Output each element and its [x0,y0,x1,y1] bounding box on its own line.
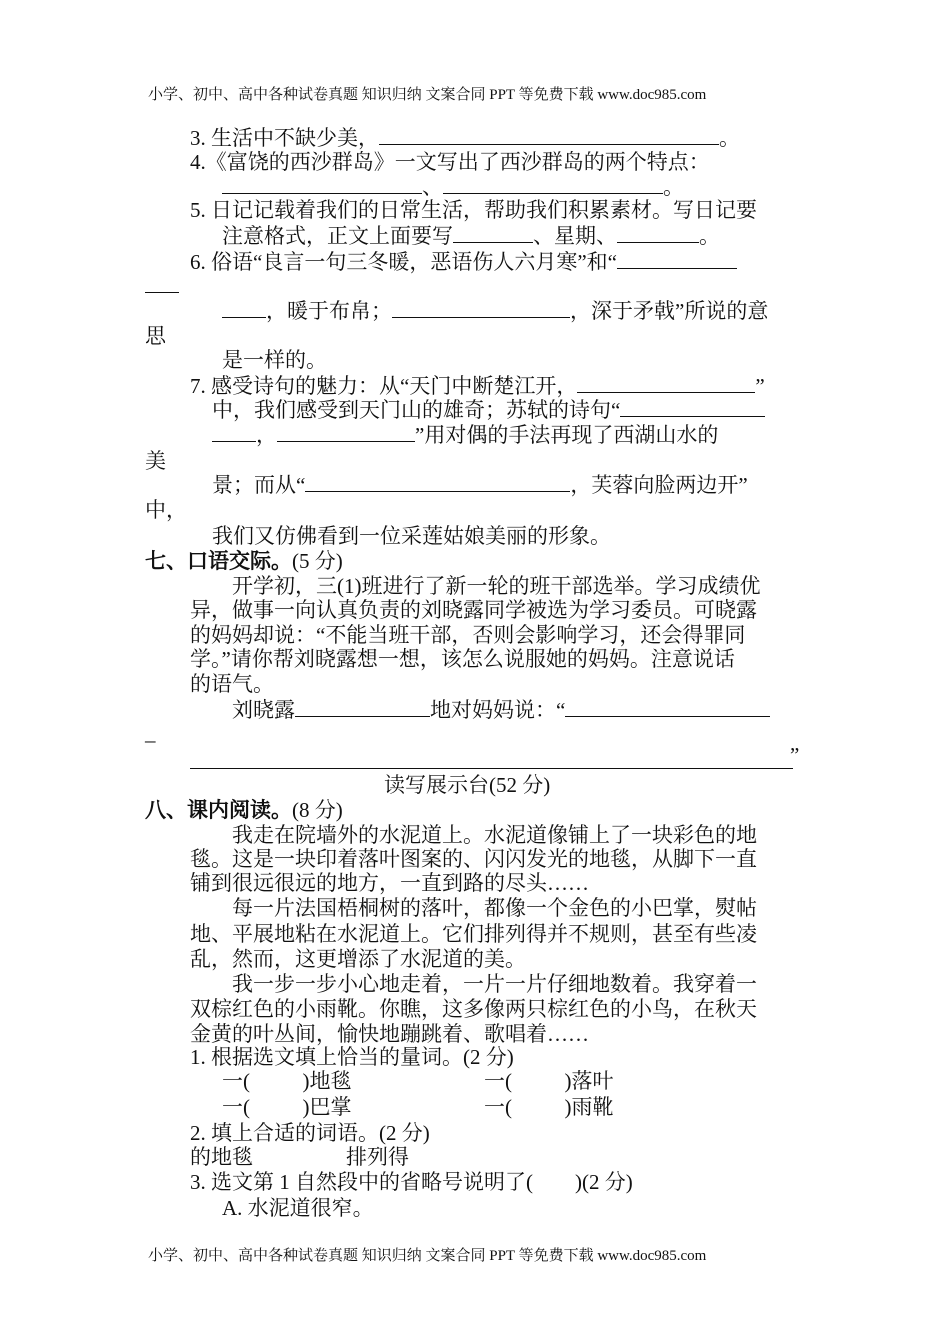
q7-text: ，芙蓉向脸两边开” [570,473,748,497]
measure-word-item: 一( )地毯 [222,1069,352,1093]
question-5-cont [222,224,720,248]
q6-wrap: 思 [145,324,166,348]
paragraph-line: 异，做事一向认真负责的刘晓露同学被选为学习委员。可晓露 [190,598,757,622]
answer-blank[interactable] [295,698,430,717]
q7-wrap: 美 [145,449,166,473]
question-5: 5. 日记记载着我们的日常生活，帮助我们积累素材。写日记要 [190,198,757,222]
answer-blank[interactable] [222,299,266,318]
q7-wrap: 中， [145,498,187,522]
answer-blank[interactable] [617,224,699,243]
answer-blank[interactable] [305,473,570,492]
section-title: 八、课内阅读。 [145,798,292,822]
fill-item: 排列得 [346,1145,409,1169]
section-score: (8 分) [292,798,343,822]
page-footer: 小学、初中、高中各种试卷真题 知识归纳 文案合同 PPT 等免费下载 www.doc985.com [148,1248,707,1264]
answer-line [232,698,770,722]
answer-blank[interactable] [443,175,663,194]
answer-blank-overflow[interactable] [145,280,179,293]
measure-word-item: 一( )雨靴 [484,1095,614,1119]
paragraph-line: 学。”请你帮刘晓露想一想，该怎么说服她的妈妈。注意说话 [190,647,735,671]
answer-blank[interactable] [222,175,422,194]
q7-text: ， [256,423,277,447]
paragraph-line: 每一片法国梧桐树的落叶，都像一个金色的小巴掌，熨帖 [232,896,757,920]
section-title: 七、口语交际。 [145,549,292,573]
paragraph-line: 开学初，三(1)班进行了新一轮的班干部选举。学习成绩优 [232,574,761,598]
q7-text: ” [755,374,765,398]
paragraph-line: 乱，然而，这更增添了水泥道的美。 [190,947,526,971]
question-6-cont [222,299,768,323]
question-1: 1. 根据选文填上恰当的量词。(2 分) [190,1045,514,1069]
paragraph-line: 金黄的叶丛间，愉快地蹦跳着、歌唱着…… [190,1022,589,1046]
question-7-line2 [212,398,765,422]
paragraph-line: 地、平展地粘在水泥道上。它们排列得并不规则，甚至有些凌 [190,922,757,946]
q6-text: ，暖于布帛； [266,299,392,323]
answer-blank[interactable] [620,398,765,417]
answer-blank[interactable] [565,698,770,717]
q4-sep: 、 [422,175,443,199]
fill-item: 的地毯 [190,1145,253,1169]
section-7-title [145,549,343,573]
answer-overflow: – [145,728,156,752]
measure-word-item: 一( )落叶 [484,1069,614,1093]
q7-text: 7. 感受诗句的魅力：从“天门中断楚江开， [190,374,578,398]
q7-end: 我们又仿佛看到一位采莲姑娘美丽的形象。 [212,524,611,548]
answer-blank[interactable] [577,374,755,393]
answer-blank[interactable] [379,126,719,145]
answer-blank[interactable] [453,224,533,243]
q4-end: 。 [663,175,684,199]
section-heading: 读写展示台(52 分) [384,773,551,797]
question-7-line4 [212,473,748,497]
paragraph-line: 我走在院墙外的水泥道上。水泥道像铺上了一块彩色的地 [232,823,757,847]
answer-close-quote: ” [790,743,800,767]
q7-text: 景；而从“ [212,473,306,497]
paragraph-line: 铺到很远很远的地方，一直到路的尽头…… [190,871,589,895]
answer-blank[interactable] [212,423,256,442]
answer-blank[interactable] [277,423,415,442]
q7-text: ”用对偶的手法再现了西湖山水的 [415,423,719,447]
page-header: 小学、初中、高中各种试卷真题 知识归纳 文案合同 PPT 等免费下载 www.doc985.com [148,87,707,103]
q5-end: 。 [699,224,720,248]
question-6 [190,250,737,274]
answer-blank[interactable] [617,250,737,269]
question-3 [190,126,740,150]
answer-blank[interactable] [190,768,793,769]
q6-text: ，深于矛戟”所说的意 [570,299,769,323]
q7-text: 中，我们感受到天门山的雄奇；苏轼的诗句“ [212,398,621,422]
paragraph-line: 的语气。 [190,672,274,696]
paragraph-line: 毯。这是一块印着落叶图案的、闪闪发光的地毯，从脚下一直 [190,847,757,871]
question-4-blanks [222,175,684,199]
measure-word-item: 一( )巴掌 [222,1095,352,1119]
paragraph-line: 双棕红色的小雨靴。你瞧，这多像两只棕红色的小鸟，在秋天 [190,997,757,1021]
answer-blank[interactable] [392,299,570,318]
q6-text: 6. 俗语“良言一句三冬暖，恶语伤人六月寒”和“ [190,250,617,274]
paragraph-line: 我一步一步小心地走着，一片一片仔细地数着。我穿着一 [232,972,757,996]
q3-text: 3. 生活中不缺少美， [190,126,379,150]
question-7-line3 [212,423,718,447]
answer-text: 地对妈妈说：“ [430,698,566,722]
section-8-title [145,798,343,822]
question-4: 4.《富饶的西沙群岛》一文写出了西沙群岛的两个特点： [190,150,710,174]
question-3: 3. 选文第 1 自然段中的省略号说明了( )(2 分) [190,1170,633,1194]
answer-text: 刘晓露 [232,698,295,722]
question-2: 2. 填上合适的词语。(2 分) [190,1121,430,1145]
q5-text: 注意格式，正文上面要写 [222,224,453,248]
question-7 [190,374,765,398]
paragraph-line: 的妈妈却说：“不能当班干部，否则会影响学习，还会得罪同 [190,623,746,647]
q6-end: 是一样的。 [222,348,327,372]
option-a: A. 水泥道很窄。 [222,1196,374,1220]
q3-end: 。 [719,126,740,150]
q5-text: 、星期、 [533,224,617,248]
section-score: (5 分) [292,549,343,573]
